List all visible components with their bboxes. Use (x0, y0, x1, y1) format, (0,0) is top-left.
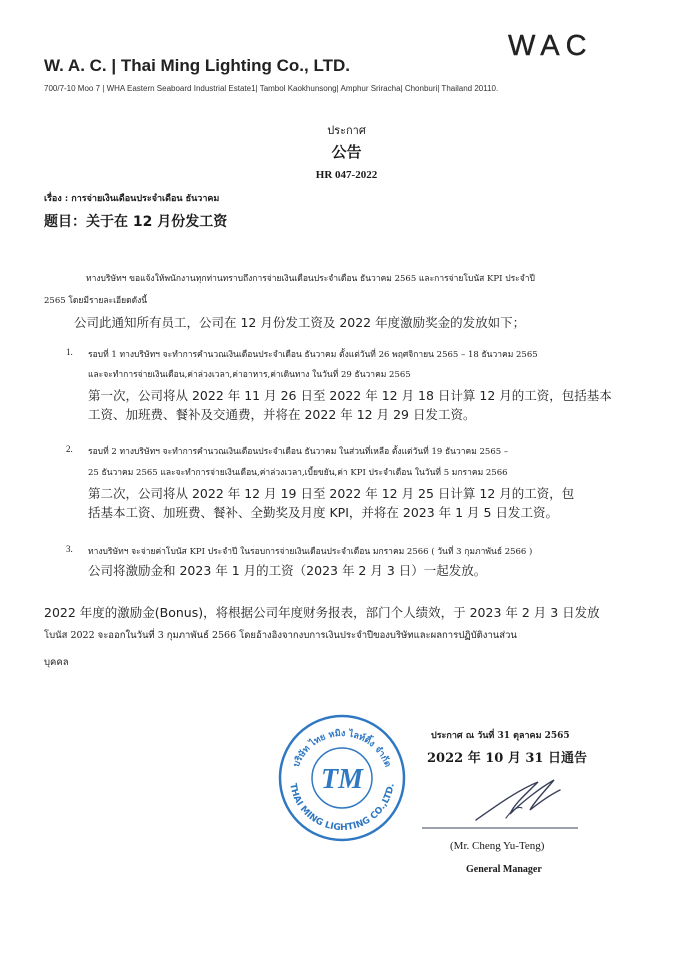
signer-name: (Mr. Cheng Yu-Teng) (450, 840, 545, 852)
item-number: 2. (66, 444, 73, 454)
intro-thai-line2: 2565 โดยมีรายละเอียดดังนี้ (44, 296, 148, 306)
wac-logo-text: WAC (508, 30, 593, 58)
item-2-thai-line1: รอบที่ 2 ทางบริษัทฯ จะทำการคำนวณเงินเดือนประจำเดือน ธันวาคม ในส่วนที่เหลือ ตั้งแต่วันที่ 19 ธันวาคม 2565 – (88, 447, 509, 457)
handwritten-signature (418, 768, 588, 834)
stamp-top-text: บริษัท ไทย หมิง ไลท์ติ้ง จำกัด (291, 728, 393, 769)
item-number: 3. (66, 544, 73, 554)
subject-thai: เรื่อง : การจ่ายเงินเดือนประจำเดือน ธันวาคม (44, 194, 220, 204)
announcement-title-thai: ประกาศ (327, 124, 366, 137)
bonus-thai-line2: บุคคล (44, 657, 69, 668)
company-address: 700/7-10 Moo 7 | WHA Eastern Seaboard Industrial Estate1| Tambol Kaokhunsong| Amphur Sriracha| Chonburi| Thailand 20110. (44, 84, 499, 93)
signature-cn-date: 2022 年 10 月 31 日通告 (427, 751, 587, 766)
signature-thai-date: ประกาศ ณ วันที่ 31 ตุลาคม 2565 (431, 731, 570, 741)
bonus-cn-line: 2022 年度的激励金(Bonus)，将根据公司年度财务报表，部门个人绩效，于 2023 年 2 月 3 日发放 (44, 605, 600, 620)
item-number: 1. (66, 347, 73, 357)
item-2-cn-line2: 括基本工资、加班费、餐补、全勤奖及月度 KPI，并将在 2023 年 1 月 5 日发工资。 (88, 505, 558, 520)
subject-chinese: 题目：关于在 12 月份发工资 (44, 214, 228, 230)
item-2-thai-line2: 25 ธันวาคม 2565 และจะทำการจ่ายเงินเดือน,ค่าล่วงเวลา,เบี้ยขยัน,ค่า KPI ประจำเดือน ในวันที่ 5 มกราคม 2566 (88, 468, 508, 478)
wac-logo (508, 30, 628, 58)
item-2-cn-line1: 第二次，公司将从 2022 年 12 月 19 日至 2022 年 12 月 25 日计算 12 月的工资，包 (88, 486, 575, 501)
stamp-center-text: TM (321, 764, 363, 795)
intro-chinese: 公司此通知所有员工，公司在 12 月份发工资及 2022 年度激励奖金的发放如下； (74, 315, 526, 330)
bonus-thai-line1: โบนัส 2022 จะออกในวันที่ 3 กุมภาพันธ์ 2566 โดยอ้างอิงจากงบการเงินประจำปีของบริษัทและผลการปฏิบัติงานส่วน (44, 630, 517, 641)
signer-title: General Manager (466, 864, 542, 875)
item-1-cn-line2: 工资、加班费、餐补及交通费，并将在 2022 年 12 月 29 日发工资。 (88, 407, 476, 422)
announcement-title-chinese: 公告 (331, 143, 362, 161)
stamp-bottom-text: THAI MING LIGHTING CO.,LTD. (287, 782, 397, 834)
company-stamp (276, 712, 408, 844)
item-1-cn-line1: 第一次，公司将从 2022 年 11 月 26 日至 2022 年 12 月 18 日计算 12 月的工资，包括基本 (88, 388, 612, 403)
intro-thai-line1: ทางบริษัทฯ ขอแจ้งให้พนักงานทุกท่านทราบถึงการจ่ายเงินเดือนประจำเดือน ธันวาคม 2565 และการจ่ายโบนัส KPI ประจำปี (86, 274, 535, 284)
item-1-thai-line1: รอบที่ 1 ทางบริษัทฯ จะทำการคำนวณเงินเดือนประจำเดือน ธันวาคม ตั้งแต่วันที่ 26 พฤศจิกายน 2565 – 18 ธันวาคม 2565 (88, 350, 538, 360)
item-1-thai-line2: และจะทำการจ่ายเงินเดือน,ค่าล่วงเวลา,ค่าอาหาร,ค่าเดินทาง ในวันที่ 29 ธันวาคม 2565 (88, 370, 411, 380)
announcement-number: HR 047-2022 (315, 169, 378, 181)
item-3-cn-line1: 公司将激励金和 2023 年 1 月的工资（2023 年 2 月 3 日）一起发放。 (88, 563, 487, 578)
company-name: W. A. C. | Thai Ming Lighting Co., LTD. (44, 56, 350, 75)
item-3-thai-line1: ทางบริษัทฯ จะจ่ายค่าโบนัส KPI ประจำปี ในรอบการจ่ายเงินเดือนประจำเดือน มกราคม 2566 ( วันที่ 3 กุมภาพันธ์ 2566 ) (88, 547, 533, 557)
